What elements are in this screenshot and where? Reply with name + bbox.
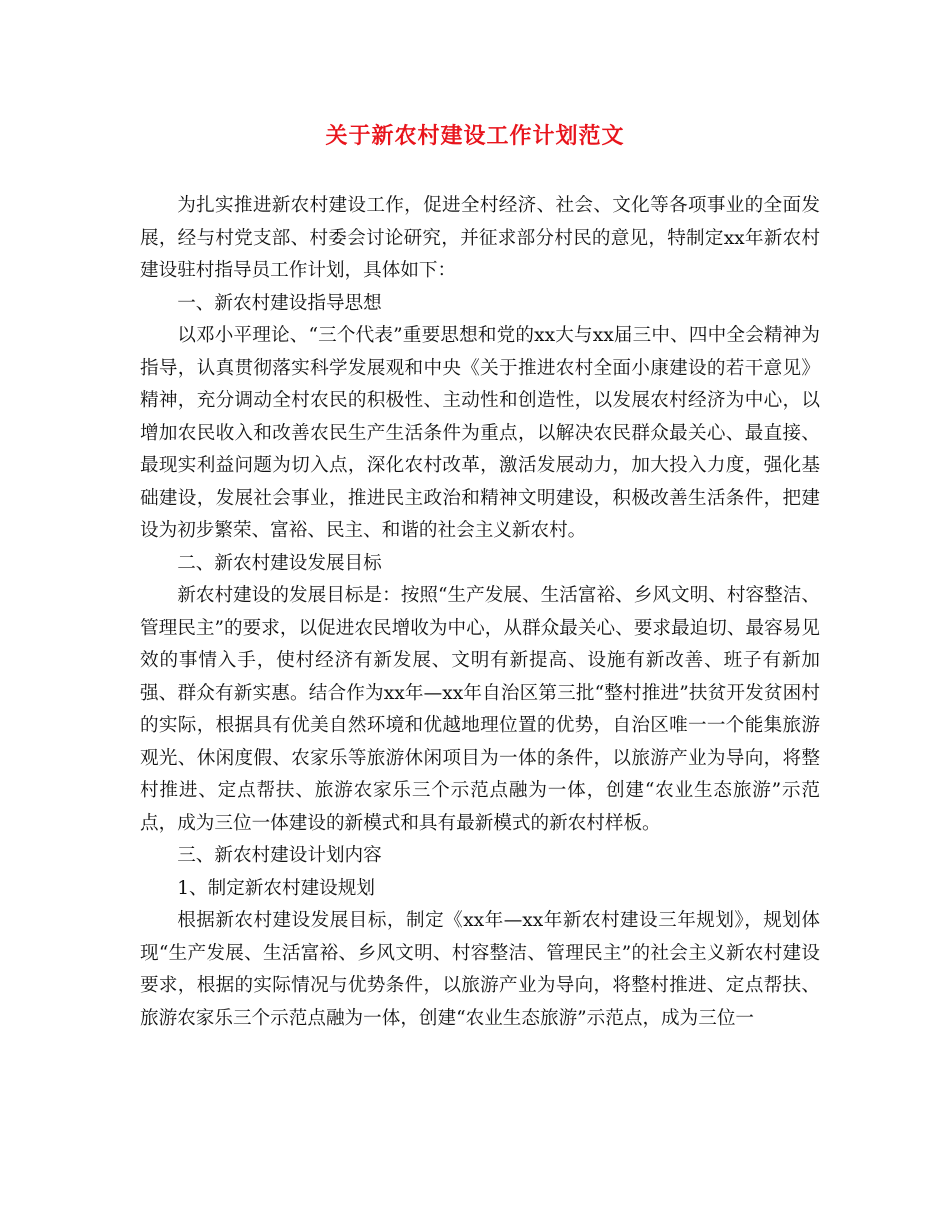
subsection-heading-1: 1、制定新农村建设规划: [177, 877, 375, 899]
paragraph-planning: 根据新农村建设发展目标，制定《xx年—xx年新农村建设三年规划》，规划体现“生产发展、生活富裕、乡风文明、村容整洁、管理民主”的社会主义新农村建设要求，根据的实际情况与优势条件，以旅游产业为导向，将整村推进、定点帮扶、旅游农家乐三个示范点融为一体，创建“农业生态旅游”示范点，成为三位一: [140, 910, 820, 1029]
document-title: 关于新农村建设工作计划范文: [325, 123, 625, 149]
document-body: [140, 190, 820, 1035]
section-heading-3: 三、新农村建设计划内容: [177, 845, 382, 866]
section-heading-1: 一、新农村建设指导思想: [177, 292, 382, 314]
section-heading-2: 二、新农村建设发展目标: [177, 552, 382, 574]
paragraph-guiding-ideology: 以邓小平理论、“三个代表”重要思想和党的xx大与xx届三中、四中全会精神为指导，认真贯彻落实科学发展观和中央《关于推进农村全面小康建设的若干意见》精神，充分调动全村农民的积极性、主动性和创造性，以发展农村经济为中心，以增加农民收入和改善农民生产生活条件为重点，以解决农民群众最关心、最直接、最现实利益问题为切入点，深化农村改革，激活发展动力，加大投入力度，强化基础建设，发展社会事业，推进民主政治和精神文明建设，积极改善生活条件，把建设为初步繁荣、富裕、民主、和谐的社会主义新农村。: [140, 325, 820, 541]
paragraph-intro: 为扎实推进新农村建设工作，促进全村经济、社会、文化等各项事业的全面发展，经与村党支部、村委会讨论研究，并征求部分村民的意见，特制定xx年新农村建设驻村指导员工作计划，具体如下：: [140, 195, 820, 281]
paragraph-development-goals: 新农村建设的发展目标是：按照“生产发展、生活富裕、乡风文明、村容整洁、管理民主”的要求，以促进农民增收为中心，从群众最关心、要求最迫切、最容易见效的事情入手，使村经济有新发展、文明有新提高、设施有新改善、班子有新加强、群众有新实惠。结合作为xx年—xx年自治区第三批“整村推进”扶贫开发贫困村的实际，根据具有优美自然环境和优越地理位置的优势，自治区唯一一个能集旅游观光、休闲度假、农家乐等旅游休闲项目为一体的条件，以旅游产业为导向，将整村推进、定点帮扶、旅游农家乐三个示范点融为一体，创建“农业生态旅游”示范点，成为三位一体建设的新模式和具有最新模式的新农村样板。: [140, 585, 820, 834]
